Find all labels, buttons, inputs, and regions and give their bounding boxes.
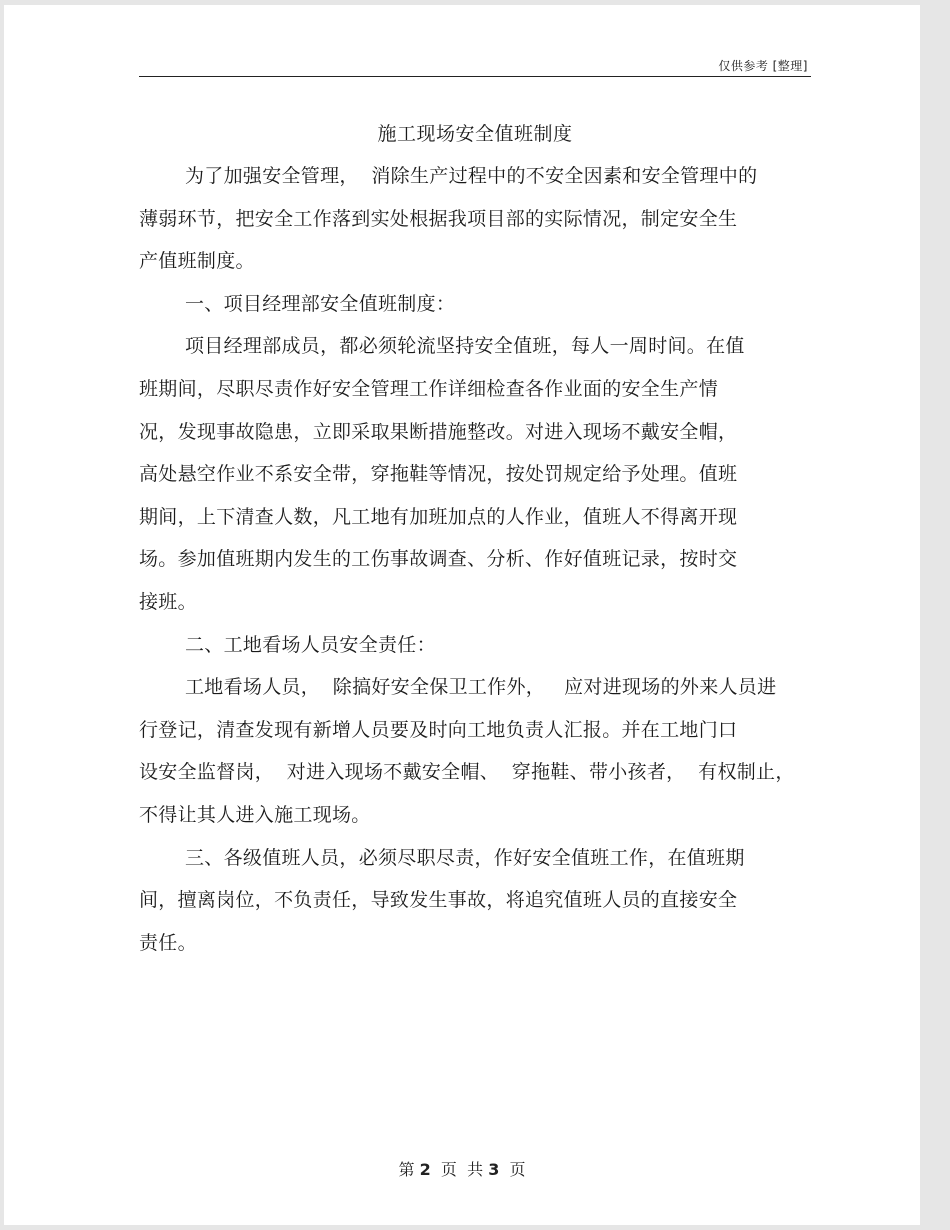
body-line: 产值班制度。 [139,250,255,273]
footer-suffix: 页 [509,1160,526,1179]
body-line: 为了加强安全管理， 消除生产过程中的不安全因素和安全管理中的 [185,165,758,187]
footer-prefix: 第 [398,1160,415,1179]
header-note: 仅供参考 [整理] [718,59,808,73]
body-line: 间，擅离岗位，不负责任，导致发生事故，将追究值班人员的直接安全 [139,889,738,912]
footer-middle: 页 共 [440,1160,484,1179]
body-line: 班期间，尽职尽责作好安全管理工作详细检查各作业面的安全生产情 [139,377,719,400]
body-line: 高处悬空作业不系安全带，穿拖鞋等情况，按处罚规定给予处理。值班 [139,463,738,486]
footer-total-pages: 3 [488,1160,500,1179]
body-line: 期间，上下清查人数，凡工地有加班加点的人作业，值班人不得离开现 [139,505,738,528]
body-line: 责任。 [139,931,197,954]
footer-current-page: 2 [419,1160,431,1179]
body-line: 工地看场人员， 除搞好安全保卫工作外， 应对进现场的外来人员进 [185,676,777,699]
body-line: 设安全监督岗， 对进入现场不戴安全帽、 穿拖鞋、带小孩者， 有权制止， [139,761,795,784]
body-line: 不得让其人进入施工现场。 [139,803,371,826]
body-line: 薄弱环节，把安全工作落到实处根据我项目部的实际情况，制定安全生 [139,207,738,230]
body-line: 接班。 [139,590,197,613]
page-footer [4,1157,920,1180]
body-line: 一、项目经理部安全值班制度： [185,292,456,315]
body-line: 场。参加值班期内发生的工伤事故调查、分析、作好值班记录，按时交 [139,548,738,571]
document-title: 施工现场安全值班制度 [377,123,573,145]
header-divider [139,76,811,77]
body-line: 三、各级值班人员，必须尽职尽责，作好安全值班工作，在值班期 [185,846,745,869]
body-line: 行登记，清查发现有新增人员要及时向工地负责人汇报。并在工地门口 [139,718,738,741]
document-body [139,155,803,964]
body-line: 况，发现事故隐患，立即采取果断措施整改。对进入现场不戴安全帽， [139,420,738,443]
body-line: 项目经理部成员，都必须轮流坚持安全值班，每人一周时间。在值 [185,335,745,358]
body-line: 二、工地看场人员安全责任： [185,633,436,656]
document-page [4,5,920,1225]
